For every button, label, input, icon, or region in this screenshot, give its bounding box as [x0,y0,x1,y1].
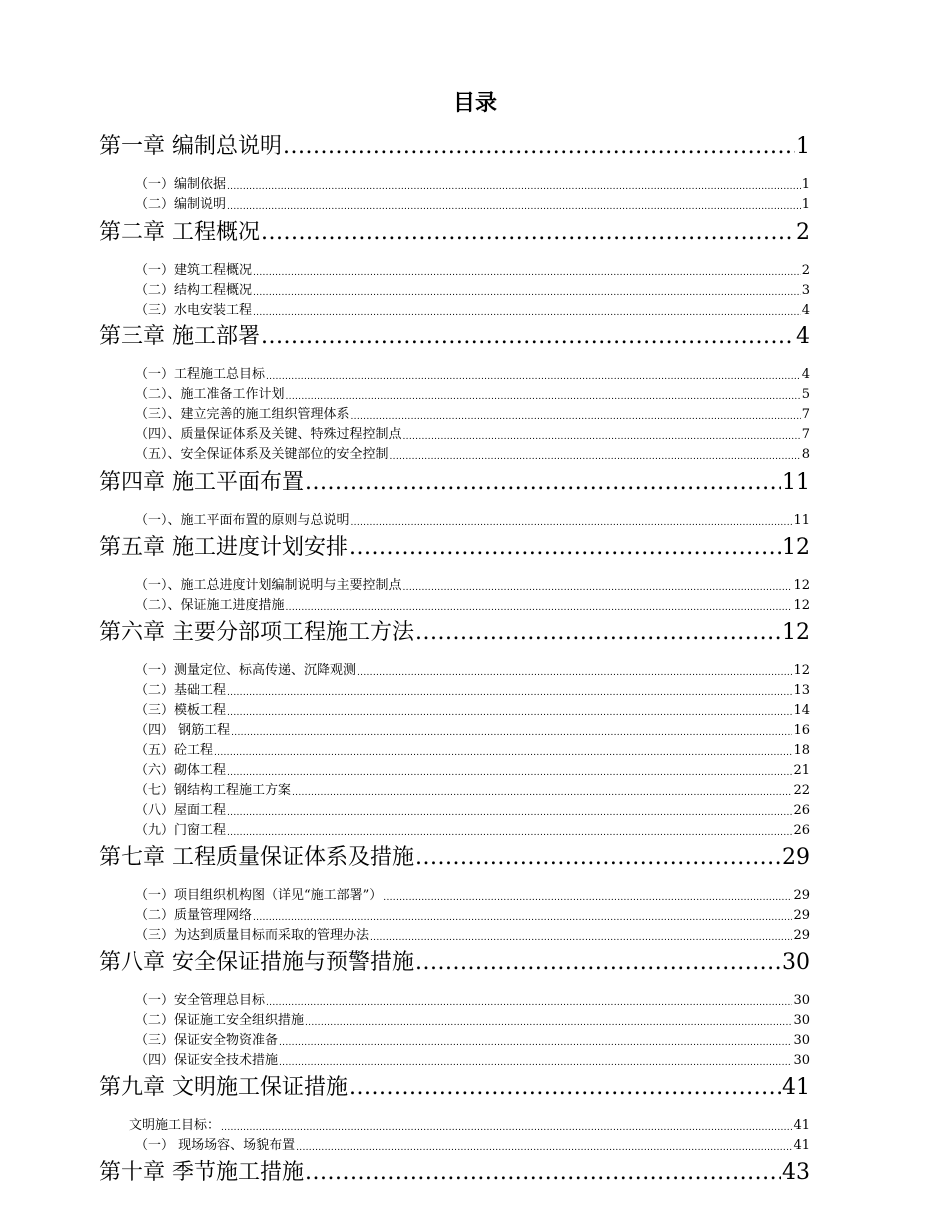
toc-entry-label: 第八章 安全保证措施与预警措施 [99,950,414,975]
toc-section-entry[interactable] [135,802,810,820]
toc-dot-leader [403,581,793,595]
toc-entry-label: （一）测量定位、标高传递、沉降观测 [135,663,357,678]
toc-chapter-entry[interactable] [99,218,810,248]
toc-chapter-entry[interactable] [99,843,810,873]
toc-dot-leader [253,306,801,320]
toc-entry-label: （二）、保证施工进度措施 [135,598,285,613]
toc-dot-leader [305,468,781,498]
toc-page-number: 30 [793,1033,810,1048]
toc-dot-leader [415,843,781,873]
toc-section-entry[interactable] [135,822,810,840]
toc-dot-leader [227,200,801,214]
toc-section-entry[interactable] [135,1052,810,1070]
toc-page-number: 18 [793,743,810,758]
toc-entry-label: （六）砌体工程 [135,763,227,778]
toc-dot-leader [227,826,792,840]
toc-dot-leader [253,286,801,300]
toc-section-entry[interactable] [135,887,810,905]
toc-chapter-entry[interactable] [99,1158,810,1188]
toc-page-number: 3 [801,283,810,298]
toc-dot-leader [227,706,792,720]
toc-page-number: 22 [793,783,810,798]
toc-dot-leader [357,666,792,680]
toc-section-entry[interactable] [129,1117,810,1135]
toc-entry-label: （三）模板工程 [135,703,227,718]
toc-entry-label: （一）工程施工总目标 [135,367,266,382]
toc-section-entry[interactable] [135,512,810,530]
toc-entry-label: （四） 钢筋工程 [135,723,231,738]
toc-entry-label: 第五章 施工进度计划安排 [99,535,348,560]
toc-section-entry[interactable] [135,992,810,1010]
toc-dot-leader [296,1141,792,1155]
toc-entry-label: （一）安全管理总目标 [135,993,266,1008]
toc-page-number: 12 [782,535,810,560]
toc-entry-label: （三）水电安装工程 [135,303,253,318]
toc-dot-leader [415,618,781,648]
toc-section-entry[interactable] [135,1032,810,1050]
toc-dot-leader [351,516,793,530]
toc-page-number: 14 [793,703,810,718]
toc-dot-leader [279,1036,792,1050]
toc-chapter-entry[interactable] [99,132,810,162]
toc-dot-leader [221,1121,792,1135]
toc-chapter-entry[interactable] [99,618,810,648]
toc-dot-leader [349,533,781,563]
toc-entry-label: 第三章 施工部署 [99,324,260,349]
toc-chapter-entry[interactable] [99,533,810,563]
toc-page-number: 21 [793,763,810,778]
toc-page-number: 1 [801,197,810,212]
toc-section-entry[interactable] [135,196,810,214]
toc-section-entry[interactable] [135,366,810,384]
toc-page-number: 29 [793,928,810,943]
toc-page-number: 12 [793,663,810,678]
toc-page-number: 41 [793,1118,810,1133]
toc-entry-label: （一）编制依据 [135,177,227,192]
toc-page-number: 5 [801,387,810,402]
toc-page-number: 12 [793,578,810,593]
toc-section-entry[interactable] [135,446,810,464]
toc-dot-leader [415,948,781,978]
toc-entry-label: 第九章 文明施工保证措施 [99,1075,348,1100]
toc-dot-leader [403,430,801,444]
toc-page-number: 30 [793,1053,810,1068]
toc-entry-label: 第二章 工程概况 [99,220,260,245]
toc-dot-leader [266,370,801,384]
toc-section-entry[interactable] [135,762,810,780]
toc-page-number: 16 [793,723,810,738]
toc-dot-leader [253,911,792,925]
toc-page-number: 7 [801,427,810,442]
toc-section-entry[interactable] [135,406,810,424]
toc-entry-label: （七）钢结构工程施工方案 [135,783,292,798]
toc-section-entry[interactable] [135,702,810,720]
toc-entry-label: （二）结构工程概况 [135,283,253,298]
toc-entry-label: （五）、安全保证体系及关键部位的安全控制 [135,447,389,462]
toc-dot-leader [231,726,792,740]
toc-dot-leader [261,322,795,352]
toc-section-entry[interactable] [135,386,810,404]
toc-section-entry[interactable] [135,907,810,925]
toc-chapter-entry[interactable] [99,1073,810,1103]
toc-entry-label: （五）砼工程 [135,743,214,758]
toc-page-number: 29 [782,845,810,870]
toc-dot-leader [253,266,801,280]
toc-dot-leader [266,996,792,1010]
toc-entry-label: 第四章 施工平面布置 [99,470,304,495]
toc-page-number: 12 [793,598,810,613]
toc-section-entry[interactable] [135,282,810,300]
toc-page-number: 8 [801,447,810,462]
toc-page-number: 29 [793,908,810,923]
toc-dot-leader [351,410,801,424]
toc-dot-leader [279,1056,792,1070]
toc-entry-label: （二）质量管理网络 [135,908,253,923]
toc-page-number: 30 [793,993,810,1008]
toc-entry-label: （一）项目组织机构图（详见“施工部署”） [135,888,383,903]
toc-section-entry[interactable] [135,176,810,194]
toc-dot-leader [305,1016,792,1030]
toc-section-entry[interactable] [135,742,810,760]
toc-entry-label: 第七章 工程质量保证体系及措施 [99,845,414,870]
toc-entry-label: （四）保证安全技术措施 [135,1053,279,1068]
toc-entry-label: （八）屋面工程 [135,803,227,818]
toc-entry-label: （三）为达到质量目标而采取的管理办法 [135,928,370,943]
toc-section-entry[interactable] [135,927,810,945]
toc-page-number: 30 [782,950,810,975]
toc-page-number: 29 [793,888,810,903]
toc-page-number: 11 [793,513,810,528]
toc-page-number: 2 [796,220,810,245]
toc-page-number: 1 [801,177,810,192]
toc-dot-leader [390,450,801,464]
toc-entry-label: （三）保证安全物资准备 [135,1033,279,1048]
toc-section-entry[interactable] [135,662,810,680]
toc-page-number: 11 [782,470,810,495]
toc-dot-leader [261,218,795,248]
toc-section-entry[interactable] [135,302,810,320]
toc-entry-label: （二）基础工程 [135,683,227,698]
toc-page-number: 26 [793,803,810,818]
toc-page-number: 26 [793,823,810,838]
toc-dot-leader [349,1073,781,1103]
toc-entry-label: （二）保证施工安全组织措施 [135,1013,305,1028]
toc-page-number: 1 [796,134,810,159]
toc-section-entry[interactable] [135,782,810,800]
toc-dot-leader [227,806,792,820]
toc-entry-label: 文明施工目标： [129,1118,221,1133]
toc-page-number: 41 [782,1075,810,1100]
toc-dot-leader [286,601,793,615]
toc-page-number: 12 [782,620,810,645]
toc-section-entry[interactable] [135,262,810,280]
toc-entry-label: （二）、施工准备工作计划 [135,387,285,402]
toc-section-entry[interactable] [135,577,810,595]
toc-entry-label: （三）、建立完善的施工组织管理体系 [135,407,350,422]
toc-dot-leader [286,390,801,404]
toc-entry-label: （一）、施工总进度计划编制说明与主要控制点 [135,578,402,593]
toc-dot-leader [227,180,801,194]
toc-entry-label: 第十章 季节施工措施 [99,1160,304,1185]
toc-entry-label: （二）编制说明 [135,197,227,212]
toc-section-entry[interactable] [135,1137,810,1155]
toc-section-entry[interactable] [135,1012,810,1030]
toc-section-entry[interactable] [135,682,810,700]
toc-dot-leader [214,746,792,760]
toc-entry-label: （一）、施工平面布置的原则与总说明 [135,513,350,528]
toc-page-number: 7 [801,407,810,422]
toc-page-number: 4 [796,324,810,349]
toc-page-number: 43 [782,1160,810,1185]
toc-page-number: 13 [793,683,810,698]
toc-entry-label: 第一章 编制总说明 [99,134,282,159]
toc-entry-label: （一） 现场场容、场貌布置 [135,1138,296,1153]
toc-entry-label: （九）门窗工程 [135,823,227,838]
toc-page-number: 41 [793,1138,810,1153]
toc-dot-leader [292,786,792,800]
toc-chapter-entry[interactable] [99,948,810,978]
toc-entry-label: （一）建筑工程概况 [135,263,253,278]
toc-dot-leader [227,766,792,780]
toc-section-entry[interactable] [135,426,810,444]
toc-entry-label: （四）、质量保证体系及关键、特殊过程控制点 [135,427,402,442]
toc-chapter-entry[interactable] [99,468,810,498]
toc-dot-leader [370,931,792,945]
toc-title: 目录 [452,91,497,116]
toc-section-entry[interactable] [135,722,810,740]
toc-chapter-entry[interactable] [99,322,810,352]
toc-page-number: 2 [801,263,810,278]
toc-dot-leader [227,686,792,700]
toc-dot-leader [383,891,792,905]
toc-page-number: 4 [801,367,810,382]
toc-dot-leader [305,1158,781,1188]
toc-entry-label: 第六章 主要分部项工程施工方法 [99,620,414,645]
toc-dot-leader [283,132,795,162]
toc-section-entry[interactable] [135,597,810,615]
toc-page-number: 30 [793,1013,810,1028]
toc-page-number: 4 [801,303,810,318]
